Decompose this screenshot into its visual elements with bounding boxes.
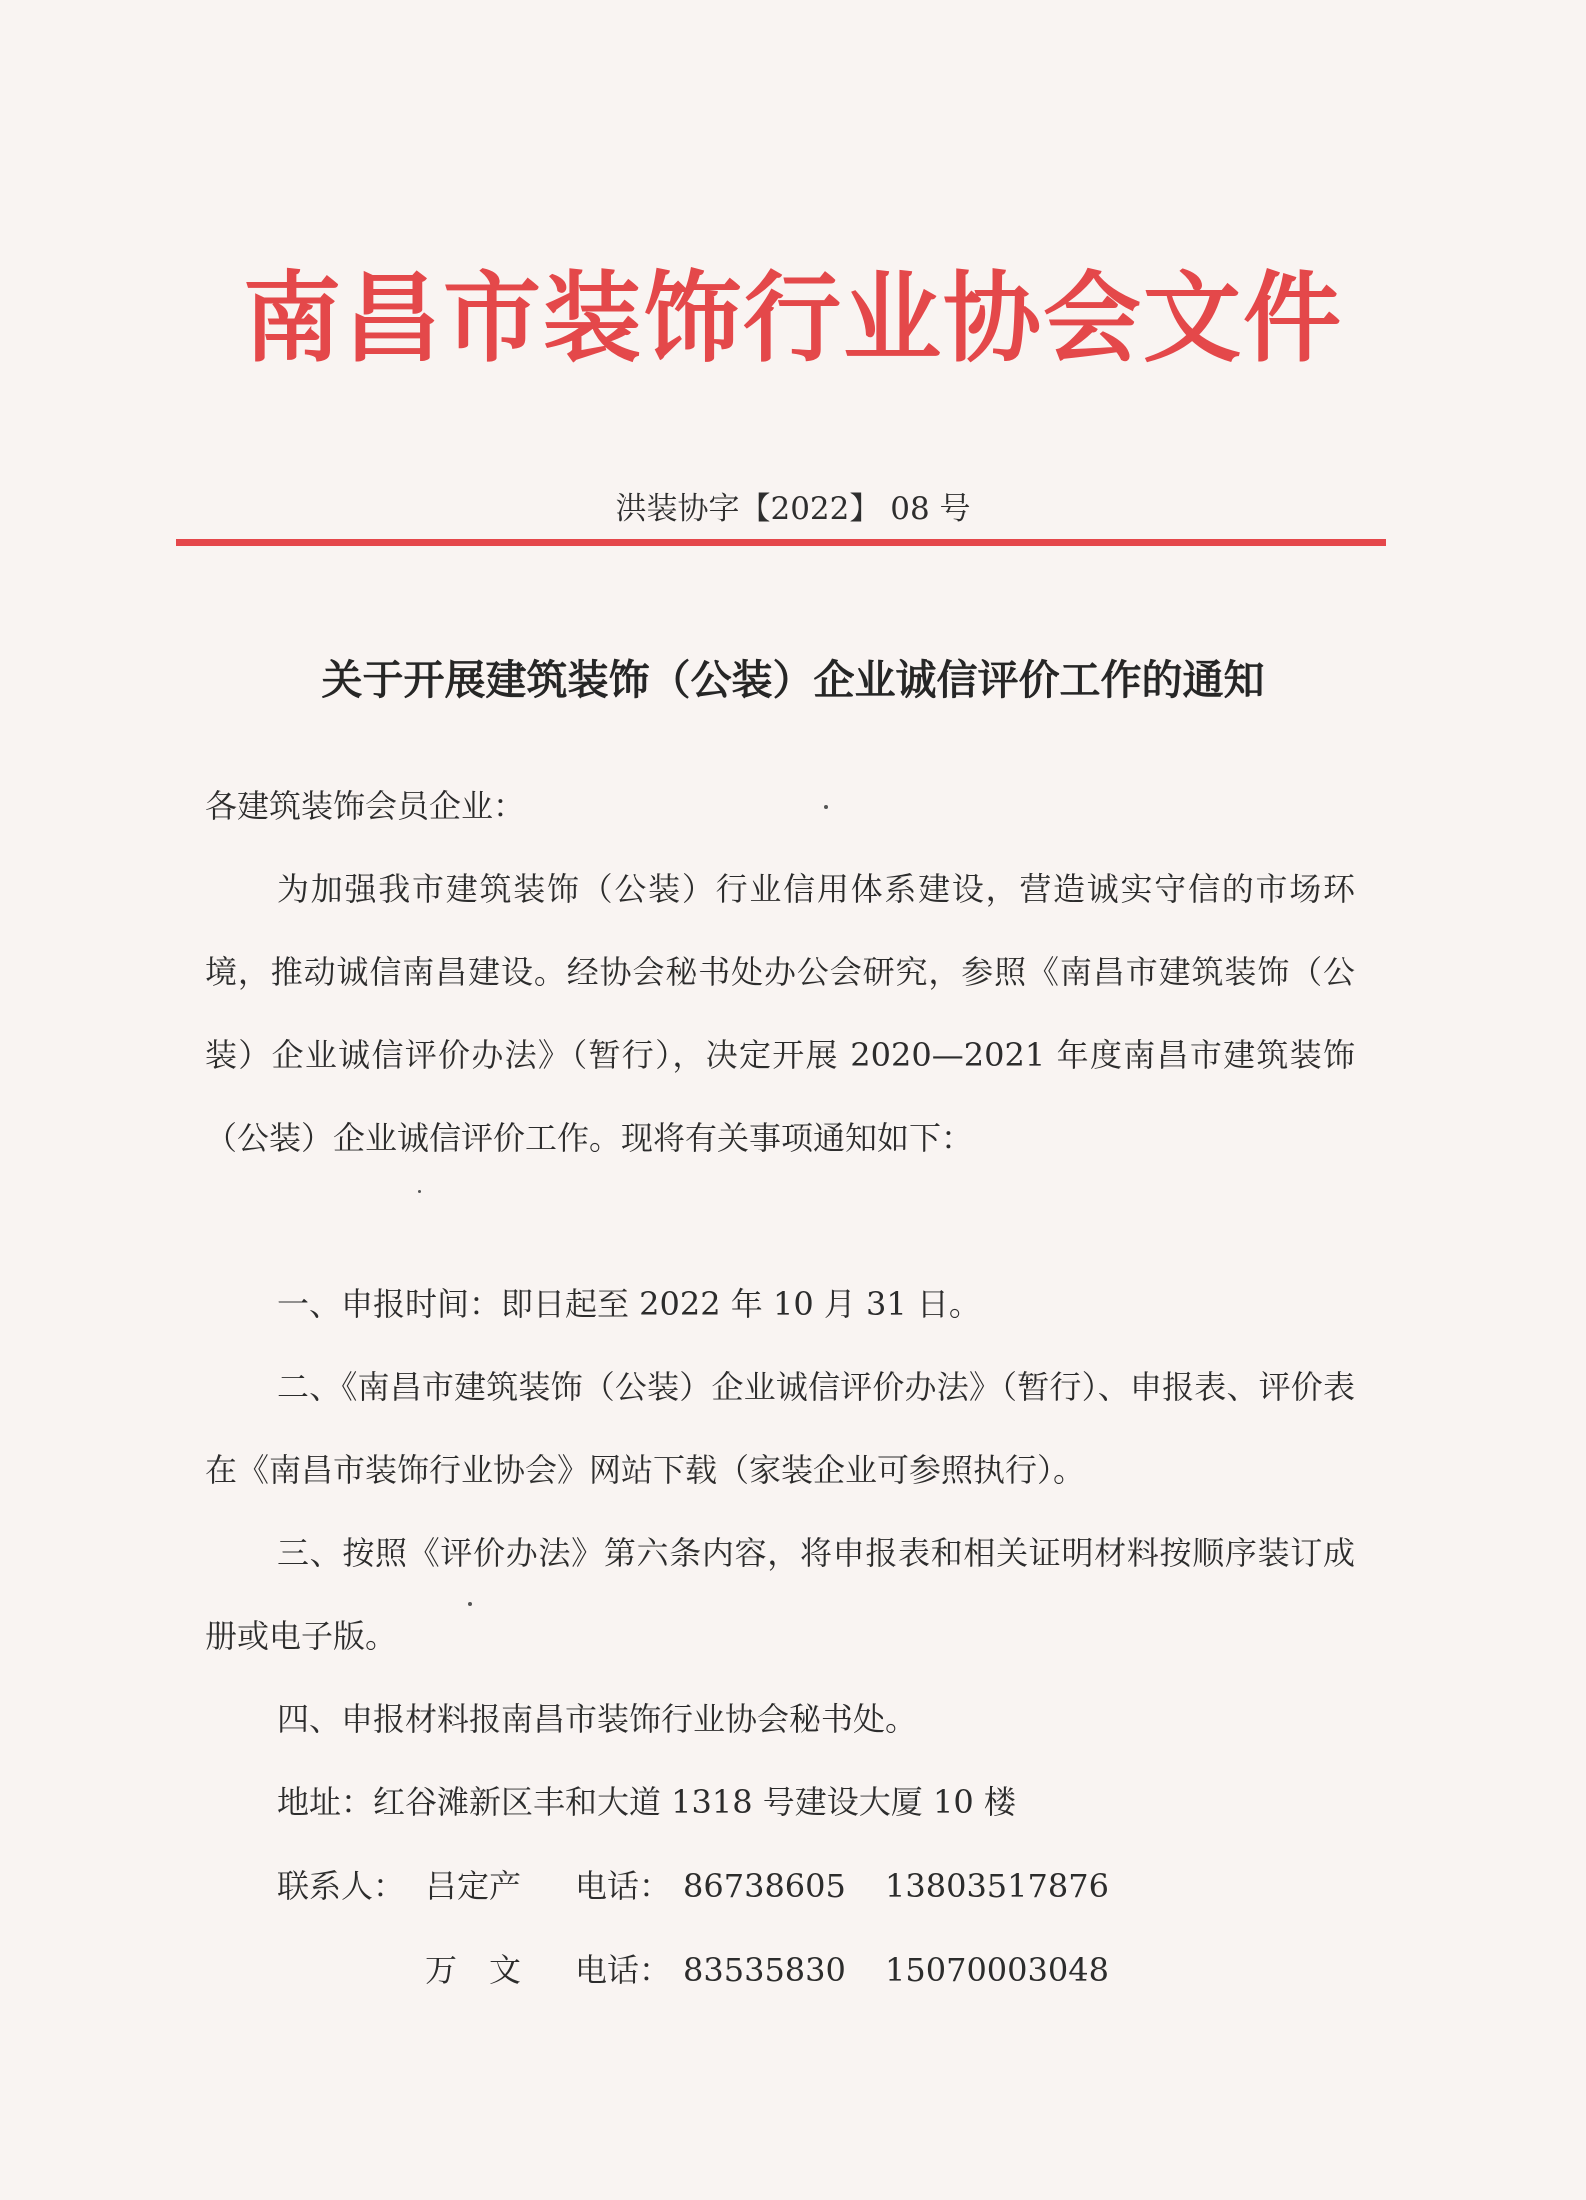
contact-label: 联系人： (277, 1867, 406, 1905)
phone-label-1: 电话： (575, 1867, 672, 1905)
scan-speck (468, 1602, 472, 1606)
mobile-number-2: 15070003048 (885, 1951, 1109, 1989)
notice-item-3: 三、按照《评价办法》第六条内容，将申报表和相关证明材料按顺序装订成册或电子版。 (205, 1534, 1355, 1655)
red-divider-line (176, 539, 1386, 546)
intro-paragraph: 为加强我市建筑装饰（公装）行业信用体系建设，营造诚实守信的市场环境，推动诚信南昌建设。经协会秘书处办公会研究，参照《南昌市建筑装饰（公装）企业诚信评价办法》（暂行），决定开展 2020—2021 年度南昌市建筑装饰（公装）企业诚信评价工作。现将有关事项通知如下： (205, 870, 1355, 1157)
intro-paragraph-block (205, 848, 1355, 1180)
notice-item-4: 四、申报材料报南昌市装饰行业协会秘书处。 (277, 1700, 918, 1738)
notice-item-1: 一、申报时间：即日起至 2022 年 10 月 31 日。 (277, 1285, 981, 1323)
phone-number-2: 83535830 (683, 1951, 846, 1989)
phone-number-1: 86738605 (683, 1867, 846, 1905)
document-header-title: 南昌市装饰行业协会文件 (242, 261, 1343, 376)
notice-item-2: 二、《南昌市建筑装饰（公装）企业诚信评价办法》（暂行）、申报表、评价表在《南昌市装饰行业协会》网站下载（家装企业可参照执行）。 (205, 1368, 1355, 1489)
address-line: 地址：红谷滩新区丰和大道 1318 号建设大厦 10 楼 (277, 1783, 1016, 1821)
document-number: 洪装协字【2022】 08 号 (615, 491, 971, 527)
contact-name-2: 万 文 (425, 1951, 522, 1989)
salutation: 各建筑装饰会员企业： (205, 787, 526, 825)
mobile-number-1: 13803517876 (885, 1867, 1109, 1905)
notice-items (205, 1263, 1355, 1761)
contact-name-1: 吕定产 (425, 1867, 522, 1905)
notice-title: 关于开展建筑装饰（公装）企业诚信评价工作的通知 (321, 656, 1265, 704)
scan-speck (418, 1190, 421, 1193)
phone-label-2: 电话： (575, 1951, 672, 1989)
scan-speck (824, 805, 828, 809)
